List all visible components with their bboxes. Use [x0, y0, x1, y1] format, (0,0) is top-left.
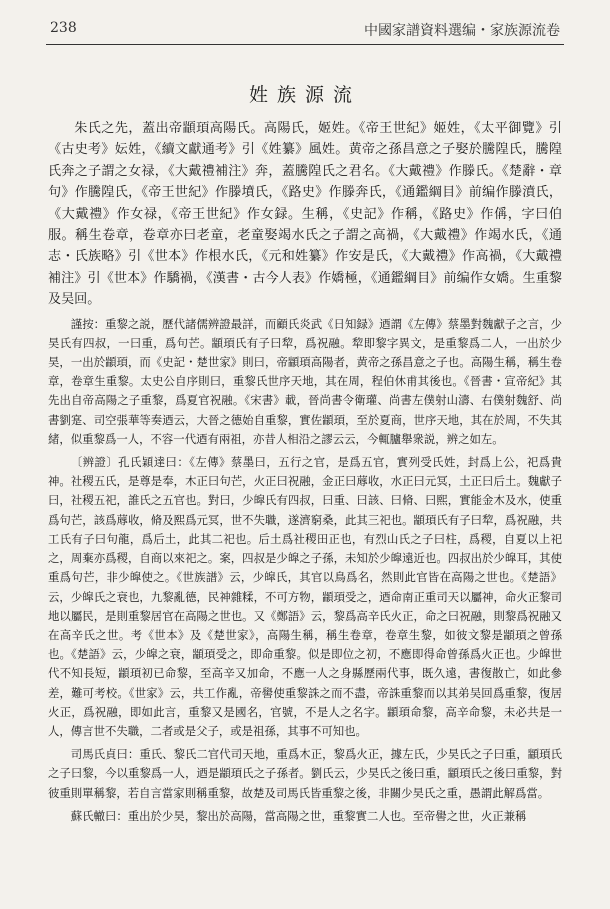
- running-header: [50, 20, 560, 42]
- paragraph-kong-yingda: 〔辨證〕孔氏穎達曰：《左傳》蔡墨曰，五行之官，是爲五官，實列受氏姓，封爲上公，祀爲貴神。社稷五氏，是尊是奉，木正曰句芒，火正曰祝融，金正曰蓐收，水正曰元冥，土正曰后土。魏獻子曰，社稷五祀，誰氏之五官也。對曰，少皡氏有四叔，曰重、曰該、曰脩、曰熙，實能金木及水，使重爲句芒，該爲蓐收，脩及熙爲元冥，世不失職，遂濟窮桑，此其三祀也。顓頊氏有子曰犂，爲祝融，共工氏有子曰句龍，爲后土，此其二祀也。后土爲社稷田正也，有烈山氏之子曰柱，爲稷，自夏以上祀之，周棄亦爲稷，自商以來祀之。案，四叔是少皡之子孫，未知於少皡遠近也。四叔出於少皡耳，其使重爲句芒，非少皡使之。《世族譜》云，少皡氏，其官以鳥爲名，然則此官皆在高陽之世也。《楚語》云，少皡氏之衰也，九黎亂德，民神雜糅，不可方物，顓頊受之，迺命南正重司天以屬神，命火正黎司地以屬民，是則重黎居官在高陽之世也。又《鄭語》云，黎爲高辛氏火正，命之曰祝融，則黎爲祝融又在高辛氏之世。考《世本》及《楚世家》，高陽生稱，稱生卷章，卷章生黎，如彼文黎是顓頊之曾孫也。《楚語》云，少皡之衰，顓頊受之，即命重黎。似是即位之初，不應即得命曾孫爲火正也。少皡世代不知長短，顓頊初已命黎，至高辛又加命，不應一人之身縣歷兩代事，既久遠，書復散亡，如此參差，難可考校。《世家》云，共工作亂，帝嚳使重黎誅之而不盡，帝誅重黎而以其弟吴回爲重黎，復居火正，爲祝融，即如此言，重黎又是國名，官號，不是人之名字。顓頊命黎，高辛命黎，未必共是一人，傳言世不失職，二者或是父子，或是祖孫，其事不可知也。: [48, 455, 562, 738]
- paragraph-su-zhe: 蘇氏轍曰：重出於少昊，黎出於高陽，當高陽之世，重黎實二人也。至帝嚳之世，火正兼稱: [70, 808, 527, 823]
- paragraph-origin: 朱氏之先，蓋出帝顓頊高陽氏。高陽氏，姬姓。《帝王世紀》姬姓，《太平御覽》引《古史考》妘姓，《續文獻通考》引《姓纂》風姓。黄帝之孫昌意之子娶於騰隍氏，騰隍氏奔之子謂之女禄，《大戴禮補注》奔，蓋騰隍氏之君名。《大戴禮》作滕氏。《楚辭・章句》作騰隍氏，《帝王世紀》作滕墳氏，《路史》作滕奔氏，《通鑑綱目》前编作滕濆氏，《大戴禮》作女禄，《帝王世紀》作女録。生稱，《史記》作稱，《路史》作偁，字曰伯服。稱生卷章，卷章亦曰老童，老童娶竭水氏之子謂之高禍，《大戴禮》作竭水氏，《通志・氏族略》引《世本》作根水氏，《元和姓纂》作安是氏，《大戴禮》作高禍，《大戴禮補注》引《世本》作驕禍，《漢書・古今人表》作嬌極，《通鑑綱目》前编作女嬌。生重黎及吴回。: [48, 121, 562, 308]
- book-title: 中國家譜資料選编・家族源流卷: [364, 23, 560, 39]
- header-rule: [46, 44, 564, 45]
- body-text: [48, 118, 562, 830]
- page-number: 238: [50, 20, 77, 36]
- paragraph-sima-zhen: 司馬氏貞曰：重氏、黎氏二官代司天地，重爲木正，黎爲火正，據左氏，少昊氏之子曰重，顓頊氏之子曰黎，今以重黎爲一人，迺是顓頊氏之子孫者。劉氏云，少昊氏之後曰重，顓頊氏之後曰重黎，對彼重則單稱黎，若自言當家則稱重黎，故楚及司馬氏皆重黎之後，非關少昊氏之重，愚謂此解爲當。: [48, 747, 562, 800]
- paragraph-note: 謹按：重黎之説，歷代諸儒辨證最詳，而顧氏炎武《日知録》迺謂《左傳》蔡墨對魏獻子之言，少昊氏有四叔，一曰重，爲句芒。顓頊氏有子曰犂，爲祝融。犂即黎字異文，是重黎爲二人，一出於少昊，一出於顓頊，而《史記・楚世家》則曰，帝顓頊高陽者，黄帝之孫昌意之子也。高陽生稱，稱生卷章，卷章生重黎。太史公自序則曰，重黎氏世序天地，其在周，程伯休甫其後也。《晉書・宣帝紀》其先出自帝高陽之子重黎，爲夏官祝融。《宋書》載，晉尚書令衛瓘、尚書左僕射山濤、右僕射魏舒、尚書劉寔、司空張華等奏迺云，大晉之德始自重黎，實佐顓頊，至於夏商，世序天地，其在於周，不失其緒，似重黎爲一人，不容一代迺有兩祖，亦昔人相沿之謬云云，今輒臚舉衆説，辨之如左。: [48, 316, 562, 446]
- section-title: 姓族源流: [248, 84, 361, 106]
